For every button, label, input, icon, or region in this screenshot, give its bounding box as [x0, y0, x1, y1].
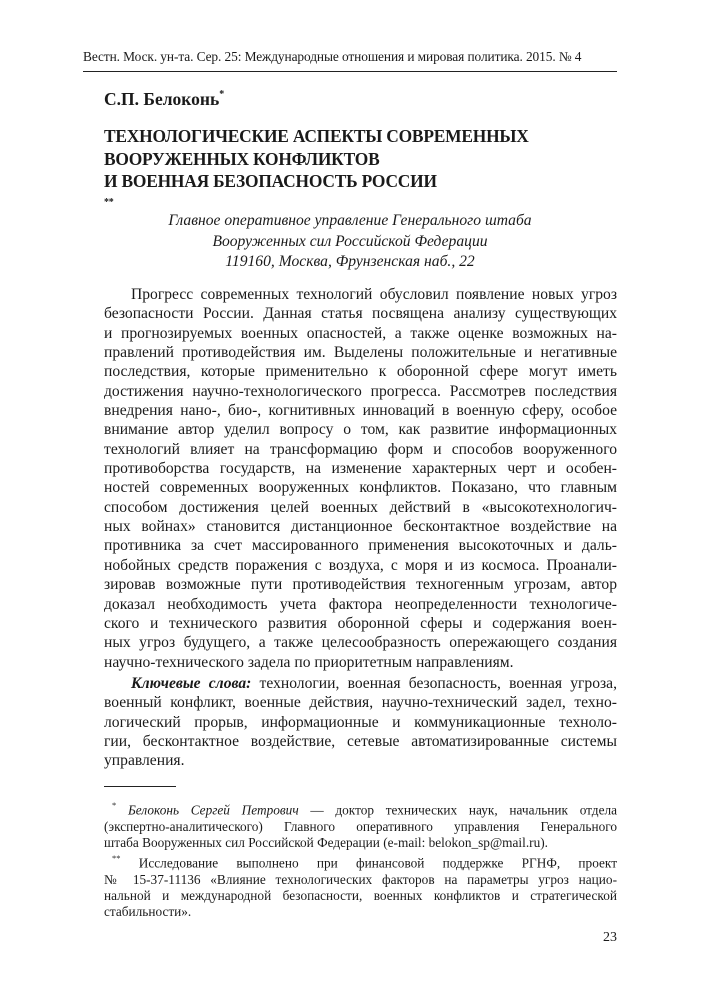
abstract-line: Прогресс современных технологий обусловил появление новых угроз [131, 286, 617, 303]
footnote-line: № 15-37-11136 «Влияние технологических факторов на параметры угроз нацио- [104, 871, 617, 887]
abstract-line: достижения научно-технологического прогресса. Рассмотрев последствия [104, 382, 617, 400]
abstract-line: нобойных средств поражения с воздуха, с моря и из космоса. Проанали- [104, 556, 617, 574]
footnote-divider [104, 786, 176, 787]
affiliation-line: 119160, Москва, Фрунзенская наб., 22 [225, 253, 475, 270]
abstract-line: способом достижения целей военных действий в «высокотехнологич- [104, 498, 617, 516]
page-number: 23 [603, 930, 617, 945]
keywords-label: Ключевые слова: [131, 675, 252, 692]
title-line-text: И ВОЕННАЯ БЕЗОПАСНОСТЬ РОССИИ [104, 171, 437, 191]
keywords-line: гии, бесконтактное воздействие, сетевые автоматизированные системы [104, 733, 617, 751]
footnotes [104, 798, 617, 920]
footnote-mark: ** [112, 853, 121, 864]
abstract-line: внедрения нано-, био-, когнитивных инноваций в военную сферу, особое [104, 402, 617, 420]
header-divider [83, 71, 617, 72]
running-head: Вестн. Моск. ун-та. Сер. 25: Международные отношения и мировая политика. 2015. № 4 [83, 49, 582, 64]
abstract-line: зировав возможные пути противодействия техногенным угрозам, автор [104, 576, 617, 594]
keywords-text: технологии, военная безопасность, военная угроза, [259, 675, 617, 692]
keywords-line: военный конфликт, военные действия, научно-технический задел, техно- [104, 694, 617, 712]
keywords-line: логический прорыв, информационные и коммуникационные техноло- [104, 713, 617, 731]
abstract-line: научно-технического задела по приоритетным направлениям. [104, 653, 514, 671]
keywords-line: управления. [104, 752, 185, 770]
abstract-line: противоборства государств, на изменение характерных черт и особен- [104, 460, 617, 478]
abstract-line: противника за счет массированного применения высокоточных и даль- [104, 537, 617, 555]
footnote-text: Исследование выполнено при финансовой поддержке РГНФ, проект [138, 855, 617, 871]
footnote-line [104, 798, 617, 819]
abstract-line: ностей современных вооруженных конфликтов. Показано, что главным [104, 479, 617, 497]
footnote-line: (экспертно-аналитического) Главного оперативного управления Генерального [104, 818, 617, 834]
footnote-line: нальной и международной безопасности, военных конфликтов и стратегической [104, 887, 617, 903]
abstract-line: технологий влияет на трансформацию форм и способов вооруженного [104, 440, 617, 458]
abstract-line: доказал необходимость учета фактора неопределенности технологиче- [104, 595, 617, 613]
footnote-line: стабильности». [104, 904, 192, 920]
keywords-line [104, 674, 617, 693]
author-name-text: С.П. Белоконь [104, 89, 220, 109]
article-title [104, 125, 624, 218]
abstract-line: безопасности России. Данная статья посвящена анализу существующих [104, 305, 617, 323]
footnote-text: — доктор технических наук, начальник отдела [298, 802, 618, 818]
footnote-line: штаба Вооруженных сил Российской Федерации (e-mail: belokon_sp@mail.ru). [104, 834, 548, 850]
title-line: ТЕХНОЛОГИЧЕСКИЕ АСПЕКТЫ СОВРЕМЕННЫХ [104, 126, 529, 146]
title-line: ВООРУЖЕННЫХ КОНФЛИКТОВ [104, 148, 380, 169]
abstract-line: и прогнозируемых военных опасностей, а также оценке возможных на- [104, 324, 617, 342]
abstract-line: ных угроз будущего, а также целесообразность опережающего создания [104, 634, 617, 652]
abstract-line: ского и технического развития оборонной сферы и содержания воен- [104, 614, 617, 632]
abstract-line: ных войнах» становится дистанционное бесконтактное воздействие на [104, 518, 617, 536]
footnote-mark: * [112, 800, 117, 810]
affiliation-line: Вооруженных сил Российской Федерации [212, 232, 488, 250]
title-footnote-mark: ** [104, 196, 114, 208]
abstract-line: последствия, которые применительно к оборонной сфере могут иметь [104, 363, 617, 381]
affiliation-line: Главное оперативное управление Генерального штаба [168, 212, 532, 229]
abstract-line: внимание автор уделил вопросу о том, как развитие информационных [104, 421, 617, 439]
abstract [104, 285, 617, 672]
footnote-author-name: Белоконь Сергей Петрович [127, 802, 299, 818]
affiliation [83, 211, 617, 273]
footnote-line [104, 851, 617, 872]
keywords [104, 674, 617, 771]
author-footnote-mark: * [219, 89, 225, 101]
abstract-line: правлений противодействия им. Выделены положительные и негативные [104, 344, 617, 362]
author-name [104, 89, 224, 110]
